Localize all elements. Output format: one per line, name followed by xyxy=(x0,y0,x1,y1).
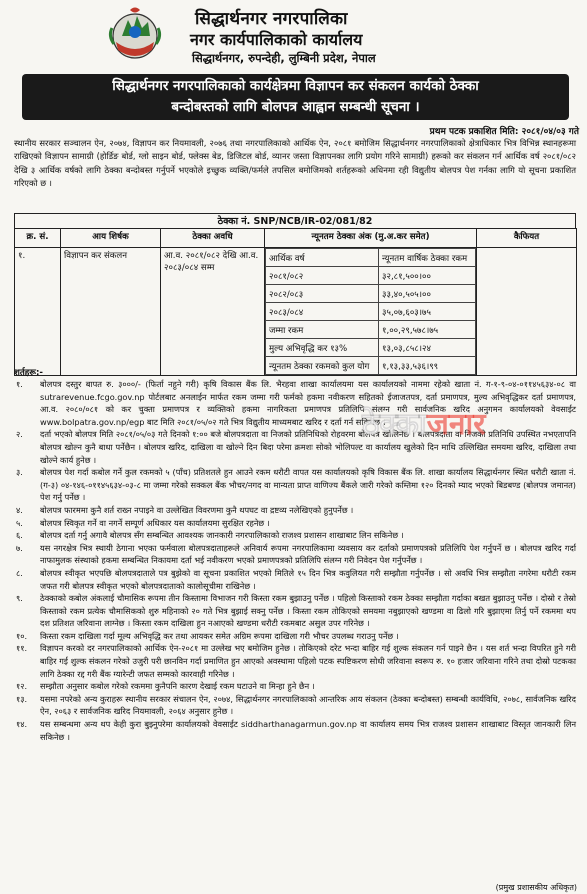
amount-label: २०८२/०८३ xyxy=(266,285,379,303)
list-item xyxy=(14,592,576,630)
list-item xyxy=(14,630,576,643)
amount-table xyxy=(265,248,476,375)
tender-number: ठेक्का नं. SNP/NCB/IR-02/081/82 xyxy=(14,213,576,228)
list-item xyxy=(14,680,576,693)
nepal-emblem-icon xyxy=(106,6,164,62)
cell-income-head: विज्ञापन कर संकलन xyxy=(61,248,161,376)
amount-value: १,००,२९,५७८।७५ xyxy=(379,321,476,339)
amount-label: २०८१/०८२ xyxy=(266,267,379,285)
terms-list xyxy=(14,378,576,743)
term-number: ४. xyxy=(16,504,23,515)
term-number: ११. xyxy=(16,643,28,654)
term-text: बोलपत्र पेश गर्दा कबोल गर्ने कुल रकमको ५ (पाँच) प्रतिशतले हुन आउने रकम धरौटी वापत यस कार्यालयको कृषि विकास बैंक लि. शाखा कार्यालय सिद्धार्थनगर स्थित धरौटी खाता नं. (ग-३) ०४-१४६-०११४५६३४-०३-८ मा जम्मा गरेको सक्कल बैंक भौचर/नगद वा मान्यता प्राप्त वाणिज्य बैंकले जारी गरेको कम्तिमा १२० दिनको म्याद भएको बिडबण्ड (बोलपत्र जमानत) पेश गर्नु पर्नेछ । xyxy=(40,467,576,503)
watermark-logo xyxy=(362,402,486,443)
amount-row xyxy=(266,267,476,285)
office-name: नगर कार्यपालिकाको कार्यालय xyxy=(190,30,363,49)
office-address: सिद्धार्थनगर, रुपन्देही, लुम्बिनी प्रदेश, नेपाल xyxy=(192,51,376,65)
amount-value: १,१३,३३,५३६।९९ xyxy=(379,357,476,375)
term-number: ८. xyxy=(16,567,23,578)
list-item xyxy=(14,529,576,542)
cell-remarks xyxy=(477,248,577,376)
list-item xyxy=(14,466,576,504)
term-text: बोलपत्र दर्ता गर्नु अगावै बोलपत्र सँग सम्बन्धित आवश्यक जानकारी नगरपालिकाको राजश्व प्रशासन शाखाबाट लिन सकिनेछ । xyxy=(40,530,404,541)
term-number: ३. xyxy=(16,467,23,478)
amount-label: २०८३/०८४ xyxy=(266,303,379,321)
term-number: १४. xyxy=(16,719,28,730)
col-remarks: कैफियत xyxy=(477,229,577,248)
notice-title xyxy=(22,74,569,120)
cell-period: आ.व. २०८१/०८२ देखि आ.व. २०८३/०८४ सम्म xyxy=(161,248,265,376)
term-text: विज्ञापन करको दर नगरपालिकाको आर्थिक ऐन-२०८१ मा उल्लेख भए बमोजिम हुनेछ । तोकिएको दरेट भन्दा बाहिर गई शुल्क संकलन गर्न पाइने छैन । यस शर्त भन्दा विपरित हुने गरी बाहिर गई शुल्क संकलन गरेको उजुरी परी छानविन गर्दा प्रमाणित हुन आएको अवस्थामा पहिलो पटक स्पष्टिकरण सोधी जरिवाना स्वरूप रु. १० हजार जरिवाना गरिने तथा दोस्रो पटकका लागि ठेक्का रद्द गरी बैंक ग्यारेन्टी जफत सम्मको कारवाही गरिनेछ । xyxy=(40,643,576,679)
list-item xyxy=(14,642,576,680)
amount-value: ३५,०७,६०३।७५ xyxy=(379,303,476,321)
term-number: १०. xyxy=(16,630,28,641)
term-number: ७. xyxy=(16,542,23,553)
term-text: बोलपत्र स्वीकृत भएपछि बोलपत्रदाताले पत्र बुझेको वा सूचना प्रकाशित भएको मितिले १५ दिन भित्र कवुलियत गरी सम्झौता गर्नुपर्नेछ । सो अवधि भित्र सम्झौता नगरेमा धरौटी रकम जफत गरी बोलपत्र स्वीकृत भएको बोलपत्रदाताको कालोसूचीमा राखिनेछ । xyxy=(40,567,576,591)
signature-line: (प्रमुख प्रशासकीय अधिकृत) xyxy=(495,883,577,892)
term-number: ६. xyxy=(16,530,23,541)
amount-value: १३,०३,८५८।२४ xyxy=(379,339,476,357)
amount-row xyxy=(266,339,476,357)
table-row xyxy=(15,248,577,376)
col-sn: क्र. सं. xyxy=(15,229,61,248)
municipality-name: सिद्धार्थनगर नगरपालिका xyxy=(195,9,348,29)
term-number: १३. xyxy=(16,693,28,704)
amount-value: ३३,४०,५०५।०० xyxy=(379,285,476,303)
watermark-part1: ठेक्का xyxy=(362,407,427,442)
list-item xyxy=(14,542,576,567)
term-text: यस सम्बन्धमा अन्य थप केही कुरा बुझ्नुपरेमा कार्यालयको वेवसाईट siddharthanagarmun.gov.np वा कार्यालय समय भित्र राजश्व प्रशासन शाखाबाट विस्तृत जानकारी लिन सकिनेछ । xyxy=(40,719,576,742)
term-number: १२. xyxy=(16,681,28,692)
amount-label: मुल्य अभिवृद्धि कर १३% xyxy=(266,339,379,357)
amount-row xyxy=(266,303,476,321)
col-min-amount: न्यूनतम ठेक्का अंक (मु.अ.कर समेत) xyxy=(265,229,477,248)
term-text: यसमा नपरेको अन्य कुराहरू स्थानीय सरकार संचालन ऐन, २०७४, सिद्धार्थनगर नगरपालिकाको आन्तरिक आय संकलन (ठेक्का बन्दोबस्त) सम्बन्धी कार्यविधि, २०७८, सार्वजनिक खरिद ऐन, २०६३ र सार्वजनिक खरिद नियमावली, २०६४ अनुसार हुनेछ । xyxy=(40,693,576,717)
amount-row xyxy=(266,357,476,375)
notice-title-line2: बन्दोबस्तको लागि बोलपत्र आह्वान सम्बन्धी सूचना । xyxy=(171,99,420,115)
amount-row xyxy=(266,285,476,303)
amount-label: न्यूनतम ठेक्का रकमको कुल योग xyxy=(266,357,379,375)
amount-value: ३२,८१,५००।०० xyxy=(379,267,476,285)
term-text: ठेक्काको कबोल अंकलाई चौमासिक रूपमा तीन किस्तामा विभाजन गरी किस्ता रकम बुझाउनु पर्नेछ । पहिलो किस्ताको रकम ठेक्का सम्झौता गर्दाका बखत बुझाउनु पर्नेछ । दोस्रो र तेस्रो किस्ताको रकम प्रत्येक चौमासिकको शुरु महिनाको २० गते भित्र बुझाई सक्नु पर्नेछ । किस्ता रकम तोकिएको समयमा नबुझाएको खण्डमा वा ढिलो गरि बुझाएमा तिर्नु पर्ने रकममा थप दश प्रतिशत जरिवाना लाग्नेछ । किस्ता रकम दाखिला हुन नआएको खण्डमा धरौटी रकमबाट असुल उपर गरिनेछ । xyxy=(40,593,576,629)
term-text: किस्ता रकम दाखिला गर्दा मूल्य अभिवृद्धि कर तथा आयकर समेत अग्रिम रूपमा दाखिला गरी भौचर उपलब्ध गराउनु पर्नेछ । xyxy=(40,630,399,641)
term-text: बोलपत्र फारममा कुनै शर्त राख्न नपाइने वा उल्लेखित विवरणमा कुनै थपघट वा द्रष्टव्य नलेखिएको हुनुपर्नेछ । xyxy=(40,504,354,515)
amount-header-year: आर्थिक वर्ष xyxy=(266,249,379,267)
cell-sn: १. xyxy=(15,248,61,376)
col-income-head: आय शिर्षक xyxy=(61,229,161,248)
term-text: यस नगरक्षेत्र भित्र स्थायी ठेगाना भएका फर्मवाला बोलपत्रदाताहरूले अनिवार्य रूपमा नगरपालिकामा व्यवसाय कर दर्ताको प्रमाणपत्रको प्रतिलिपि पेश गर्नुपर्ने छ । बोलपत्र खरिद गर्दा नाफामुलक संस्थाको हकमा सम्बन्धित निकायमा दर्ता भई नवीकरण भएको प्रमाणपत्रको प्रतिलिपि संलग्न गरी निवेदन पेश गर्नुपर्नेछ । xyxy=(40,542,576,566)
list-item xyxy=(14,378,576,428)
list-item xyxy=(14,567,576,592)
term-number: ९. xyxy=(16,593,23,604)
cell-amounts xyxy=(265,248,477,376)
term-number: २. xyxy=(16,429,23,440)
terms-heading: शर्तहरू:- xyxy=(14,368,43,378)
col-period: ठेक्का अवधि xyxy=(161,229,265,248)
tender-table-header xyxy=(15,229,577,248)
list-item xyxy=(14,517,576,530)
amount-label: जम्मा रकम xyxy=(266,321,379,339)
list-item xyxy=(14,428,576,466)
list-item xyxy=(14,718,576,743)
tender-table xyxy=(14,228,577,376)
intro-paragraph: स्थानीय सरकार सञ्चालन ऐन, २०७४, विज्ञापन कर नियमावली, २०७६ तथा नगरपालिकाको आर्थिक ऐन, २०८१ बमोजिम सिद्धार्थनगर नगरपालिकाको क्षेत्राधिकार भित्र विभिन्न स्थानहरूमा राखिएको विज्ञापन सामाग्री (होर्डिङ बोर्ड, ग्लो साइन बोर्ड, फ्लेक्स बेड, डिजिटल बोर्ड, व्यानर जस्ता विज्ञापनका लागि प्रयोग गरिने सामाग्री) हरूको कर संकलन गर्न आर्थिक वर्ष २०८१/०८२ देखि ३ आर्थिक वर्षको लागि ठेक्का बन्दोबस्त गर्नुपर्ने भएकोले इच्छुक व्यक्ति/फर्मले तपसिल बमोजिमको शर्तहरूको अधिनमा रही विद्युतीय बोलपत्र पेश गर्नका लागि यो सूचना प्रकाशित गरिएको छ । xyxy=(14,138,576,188)
amount-header-value: न्यूनतम वार्षिक ठेक्का रकम xyxy=(379,249,476,267)
term-text: बोलपत्र स्विकृत गर्ने वा नगर्ने सम्पूर्ण अधिकार यस कार्यालयमा सुरक्षित रहनेछ । xyxy=(40,517,270,528)
letterhead xyxy=(0,0,587,74)
term-text: बोलपत्र दस्तुर बापत रु. ३०००/- (फिर्ता नहुने गरी) कृषि विकास बैंक लि. भैरहवा शाखा कार्यालयमा यस कार्यालयको नाममा रहेको खाता नं. ग-१-९-०४-०११४५६३४-०८ वा sutrarevenue.fcgo.gov.np पोर्टलबाट अनलाईन मार्फत रकम जम्मा गरी फर्मको हकमा नवीकरण सहितको ईजाजतपत्र, दर्ता प्रमाणपत्र, मुल्य अभिवृद्धिकर दर्ता प्रमाणपत्र, आ.व. २०८०/०८१ को कर चुक्ता प्रमाणपत्र र व्यक्तिको हकमा नागरिकता प्रमाणपत्र प्रतिलिपि संलग्न गरी सार्वजनिक खरिद अनुगमन कार्यालयको वेवसाईट www.bolpatra.gov.np/egp बाट मिति २०८१/०५/०२ गते भित्र विद्युतीय माध्यमबाट खरिद र दर्ता गर्न सकिनेछ । xyxy=(40,379,576,427)
list-item xyxy=(14,504,576,517)
term-number: ५. xyxy=(16,517,23,528)
list-item xyxy=(14,693,576,718)
term-number: १. xyxy=(16,379,23,389)
notice-title-line1: सिद्धार्थनगर नगरपालिकाको कार्यक्षेत्रमा विज्ञापन कर संकलन कार्यको ठेक्का xyxy=(112,78,479,94)
term-text: दर्ता भएको बोलपत्र मिति २०८१/०५/०३ गते दिनको १:०० बजे बोलपत्रदाता वा निजको प्रतिनिधिको रोहवरमा बोलपत्र खोलिनेछ । बोलपत्रदाता वा निजको प्रतिनिधि उपस्थित नभएतापनि बोलपत्र खोल्न कुनै बाधा पर्नेछैन । बोलपत्र खरिद, दाखिला वा खोल्ने दिन बिदा परेमा क्रमशः सोको भोलिपल्ट वा कार्यालय खुलेको दिन माथि उल्लिखित समयमा खरिद, दाखिला तथा खोल्ने कार्य हुनेछ । xyxy=(40,429,576,465)
amount-row xyxy=(266,321,476,339)
amount-header-row xyxy=(266,249,476,267)
publication-date: प्रथम पटक प्रकाशित मिति: २०८१/०४/०३ गते xyxy=(429,127,579,137)
watermark-part2: जनार xyxy=(426,407,486,442)
term-text: सम्झौता अनुसार कबोल गरेको रकममा कुनैपनि कारण देखाई रकम घटाउने वा मिन्हा हुने छैन । xyxy=(40,681,315,692)
